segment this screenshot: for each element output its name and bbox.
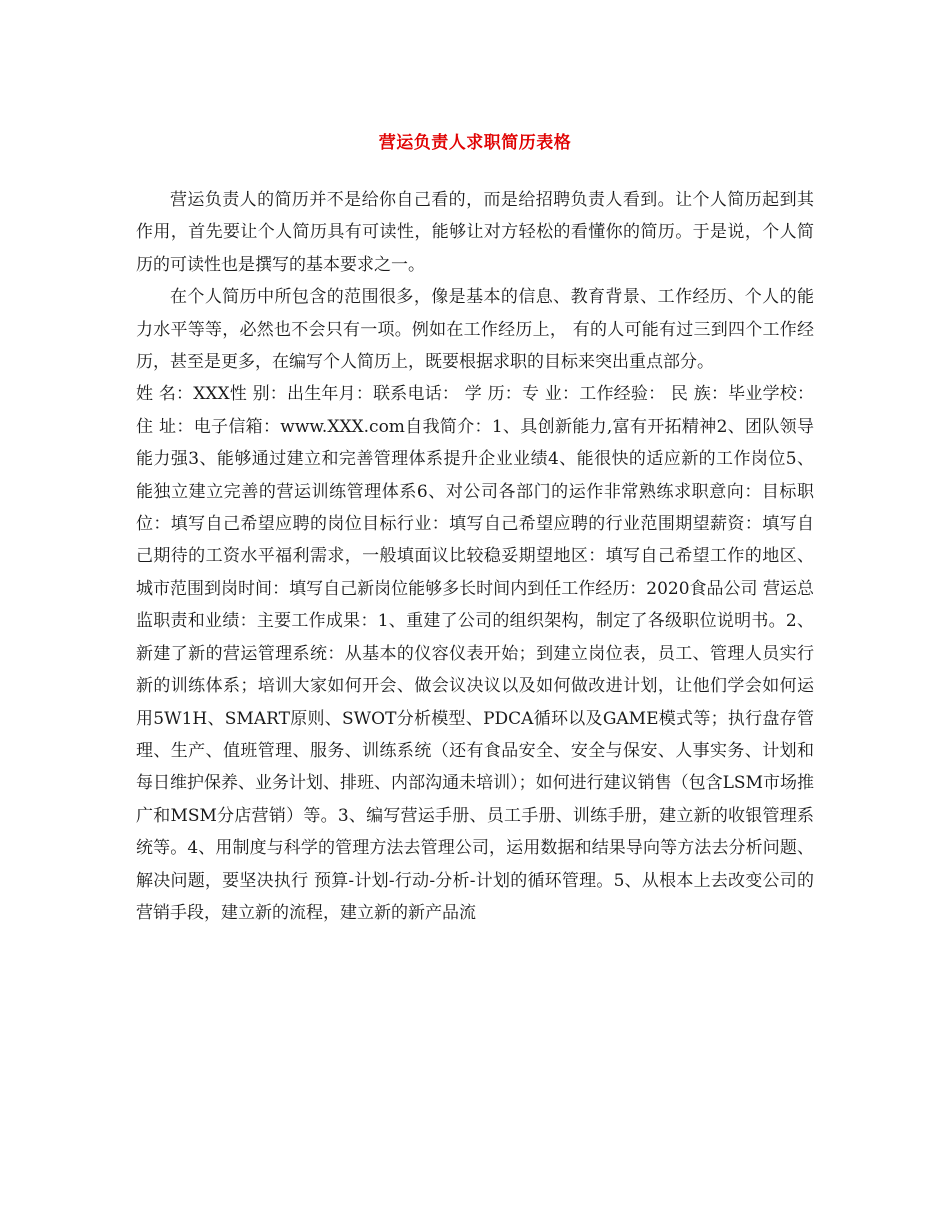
intro-paragraph-2: 在个人简历中所包含的范围很多，像是基本的信息、教育背景、工作经历、个人的能力水平等等，必然也不会只有一项。例如在工作经历上， 有的人可能有过三到四个工作经历，甚至是更多，在编写个人简历上，既要根据求职的目标来突出重点部分。	[136, 287, 814, 373]
resume-content-paragraph: 姓 名：XXX性 别：出生年月：联系电话： 学 历：专 业：工作经验： 民 族：毕业学校：住 址：电子信箱：www.XXX.com自我简介：1、具创新能力,富有开拓精神2、团队领导能力强3、能够通过建立和完善管理体系提升企业业绩4、能很快的适应新的工作岗位5、能独立建立完善的营运训练管理体系6、对公司各部门的运作非常熟练求职意向：目标职位：填写自己希望应聘的岗位目标行业：填写自己希望应聘的行业范围期望薪资：填写自己期待的工资水平福利需求，一般填面议比较稳妥期望地区：填写自己希望工作的地区、城市范围到岗时间：填写自己新岗位能够多长时间内到任工作经历：2020食品公司 营运总监职责和业绩：主要工作成果：1、重建了公司的组织架构，制定了各级职位说明书。2、新建了新的营运管理系统：从基本的仪容仪表开始；到建立岗位表，员工、管理人员实行新的训练体系；培训大家如何开会、做会议决议以及如何做改进计划，让他们学会如何运用5W1H、SMART原则、SWOT分析模型、PDCA循环以及GAME模式等；执行盘存管理、生产、值班管理、服务、训练系统（还有食品安全、安全与保安、人事实务、计划和每日维护保养、业务计划、排班、内部沟通未培训）；如何进行建议销售（包含LSM市场推广和MSM分店营销）等。3、编写营运手册、员工手册、训练手册，建立新的收银管理系统等。4、用制度与科学的管理方法去管理公司，运用数据和结果导向等方法去分析问题、解决问题，要坚决执行 预算-计划-行动-分析-计划的循环管理。5、从根本上去改变公司的营销手段，建立新的流程，建立新的新产品流	[136, 384, 814, 923]
document-body	[136, 184, 814, 929]
intro-paragraph-1: 营运负责人的简历并不是给你自己看的，而是给招聘负责人看到。让个人简历起到其作用，首先要让个人简历具有可读性，能够让对方轻松的看懂你的简历。于是说，个人简历的可读性也是撰写的基本要求之一。	[136, 190, 814, 275]
document-title: 营运负责人求职简历表格	[378, 133, 572, 153]
